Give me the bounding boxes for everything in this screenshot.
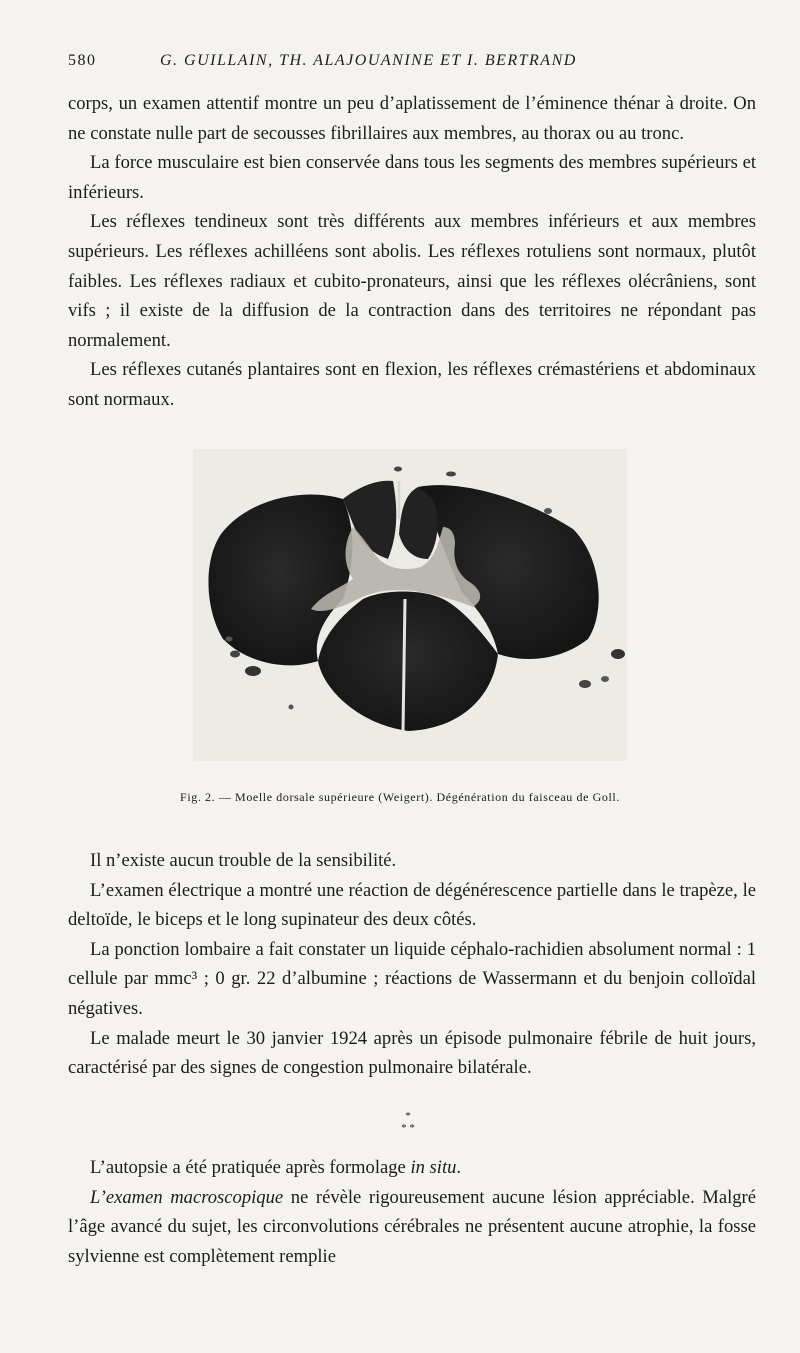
- page-number: 580: [68, 52, 97, 69]
- paragraph: Le malade meurt le 30 janvier 1924 après un épisode pulmonaire fébrile de huit jours, caractérisé par des signes de congestion pulmonaire bilatérale.: [68, 1027, 756, 1079]
- paragraph-lead: L’autopsie a été pratiquée après formolage: [90, 1157, 411, 1178]
- asterism-top: *: [405, 1110, 411, 1122]
- root-fragment: [601, 676, 609, 682]
- paragraph-rest: ne révèle rigoureusement aucune lésion appréciable. Malgré l’âge avancé du sujet, les circonvolutions cérébrales ne présentent aucune atrophie, la fosse sylvienne est complètement remplie: [68, 1186, 756, 1267]
- root-fragment: [394, 467, 402, 472]
- white-matter-anterior: [318, 592, 498, 732]
- text-block-bottom: [68, 1153, 756, 1271]
- paragraph: [68, 1153, 756, 1183]
- paragraph: Les réflexes cutanés plantaires sont en flexion, les réflexes crémastériens et abdominaux sont normaux.: [68, 359, 756, 410]
- asterism-bottom: * *: [401, 1122, 415, 1134]
- root-fragment: [289, 705, 294, 710]
- root-fragment: [611, 649, 625, 659]
- root-fragment: [230, 651, 240, 658]
- paragraph: La ponction lombaire a fait constater un liquide céphalo-rachidien absolument normal : 1 cellule par mmc³ ; 0 gr. 22 d’albumine ; réactions de Wassermann et du benjoin colloïdal négatives.: [68, 938, 756, 1019]
- paragraph: [68, 1183, 756, 1272]
- root-fragment: [544, 508, 552, 514]
- running-header: [68, 52, 728, 78]
- root-fragment: [245, 666, 261, 676]
- paragraph: Il n’existe aucun trouble de la sensibilité.: [90, 850, 397, 871]
- section-break-asterism: [388, 1110, 428, 1146]
- text-block-top: [68, 89, 756, 415]
- figure-caption: Fig. 2. — Moelle dorsale supérieure (Weigert). Dégénération du faisceau de Goll.: [180, 790, 620, 804]
- figure-spinal-cord-section: [193, 449, 627, 761]
- emphasis: L’examen macroscopique: [90, 1186, 284, 1208]
- root-fragment: [579, 680, 591, 688]
- running-title: G. GUILLAIN, TH. ALAJOUANINE ET I. BERTRAND: [160, 52, 577, 69]
- paragraph: Les réflexes tendineux sont très différents aux membres inférieurs et aux membres supérieurs. Les réflexes achilléens sont abolis. Les réflexes rotuliens sont normaux, plutôt faibles. Les réflexes radiaux et cubito-pronateurs, ainsi que les réflexes olécrâniens, sont vifs ; il existe de la diffusion de la contraction dans des territoires ne répondant pas normalement.: [68, 211, 756, 351]
- paragraph: La force musculaire est bien conservée dans tous les segments des membres supérieurs et inférieurs.: [68, 152, 756, 203]
- text-block-middle: [68, 846, 756, 1083]
- root-fragment: [446, 472, 456, 477]
- root-fragment: [226, 637, 233, 642]
- paragraph: corps, un examen attentif montre un peu d’aplatissement de l’éminence thénar à droite. On ne constate nulle part de secousses fibrillaires aux membres, au thorax ou au tronc.: [68, 93, 756, 144]
- anterior-fissure: [403, 599, 405, 731]
- paragraph-rest: .: [456, 1157, 462, 1178]
- emphasis: in situ: [410, 1157, 457, 1178]
- paragraph: L’examen électrique a montré une réaction de dégénérescence partielle dans le trapèze, le deltoïde, le biceps et le long supinateur des deux côtés.: [68, 879, 756, 931]
